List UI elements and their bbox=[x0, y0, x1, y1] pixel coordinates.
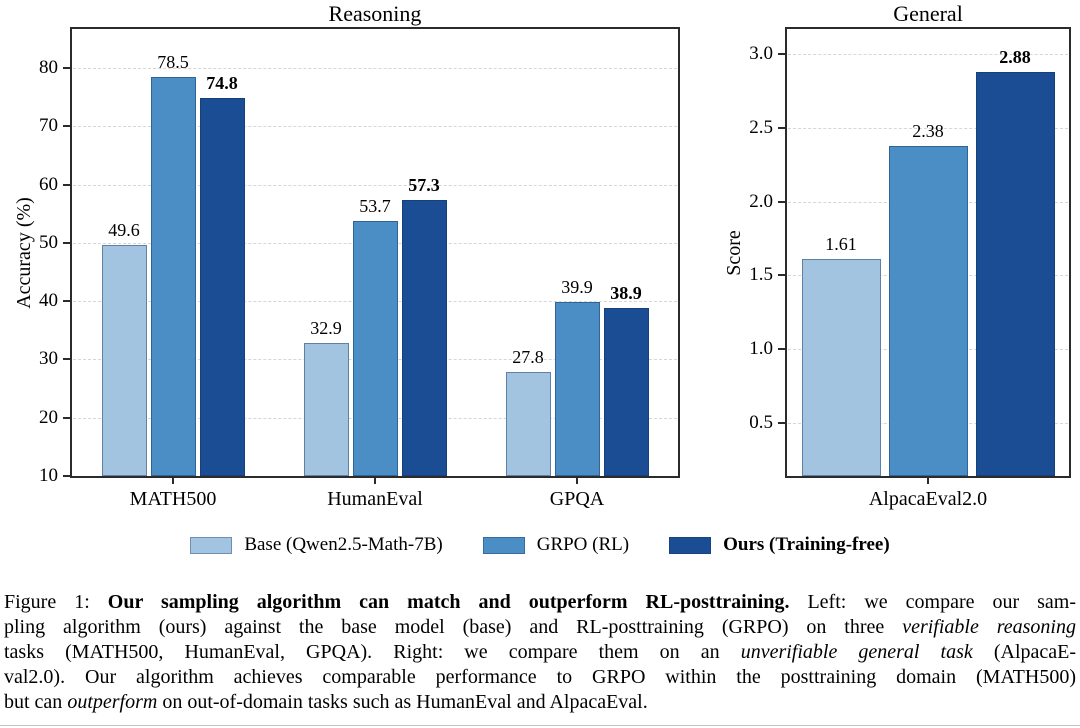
bar-value-label: 57.3 bbox=[408, 175, 440, 196]
y-tick-mark bbox=[63, 125, 70, 127]
caption-line bbox=[4, 615, 1076, 640]
y-tick-label: 0.5 bbox=[749, 411, 773, 433]
caption-text: on out-of-domain tasks such as HumanEval and AlpacaEval. bbox=[157, 691, 648, 713]
caption-text: Left: we compare our sam- bbox=[789, 591, 1076, 613]
bar-value-label: 39.9 bbox=[561, 276, 593, 297]
y-tick-label: 1.0 bbox=[749, 338, 773, 360]
y-tick-mark bbox=[63, 300, 70, 302]
bar-alpacaeval2.0-2 bbox=[889, 146, 968, 476]
caption-text: (AlpacaE- bbox=[972, 641, 1077, 663]
legend-swatch bbox=[669, 537, 711, 554]
y-tick-mark bbox=[778, 274, 785, 276]
chart-title: Reasoning bbox=[328, 1, 422, 26]
caption-text: tasks (MATH500, HumanEval, GPQA). Right: we compare them on an bbox=[4, 641, 741, 663]
y-tick-label: 60 bbox=[39, 173, 58, 195]
page-rule bbox=[0, 725, 1080, 726]
y-tick-mark bbox=[63, 67, 70, 69]
x-category-label: MATH500 bbox=[129, 488, 217, 510]
y-axis-label: Accuracy (%) bbox=[13, 196, 35, 309]
legend-item bbox=[190, 534, 442, 556]
x-category-label: GPQA bbox=[549, 488, 605, 510]
x-tick-mark bbox=[172, 478, 174, 484]
y-tick-label: 10 bbox=[39, 465, 58, 486]
legend-swatch bbox=[483, 537, 525, 554]
bar-value-label: 38.9 bbox=[610, 282, 642, 303]
y-tick-label: 80 bbox=[39, 57, 58, 79]
bar-alpacaeval2.0-1 bbox=[802, 259, 881, 476]
caption-line bbox=[4, 590, 1076, 615]
y-axis-label: Score bbox=[723, 229, 745, 276]
bar-humaneval-3 bbox=[402, 200, 447, 476]
legend-label: GRPO (RL) bbox=[536, 534, 630, 555]
caption-bold-text: Our sampling algorithm can match and outperform RL-posttraining. bbox=[107, 591, 790, 613]
legend-label: Base (Qwen2.5-Math-7B) bbox=[244, 534, 443, 555]
y-tick-label: 30 bbox=[39, 348, 58, 370]
x-tick-mark bbox=[374, 478, 376, 484]
x-tick-mark bbox=[576, 478, 578, 484]
bar-value-label: 2.88 bbox=[999, 46, 1031, 67]
caption-line bbox=[4, 665, 1076, 690]
chart-title: General bbox=[893, 1, 963, 26]
bar-value-label: 27.8 bbox=[512, 347, 544, 368]
bar-humaneval-2 bbox=[353, 221, 398, 476]
y-tick-label: 3.0 bbox=[749, 43, 773, 65]
caption-italic-text: outperform bbox=[67, 691, 158, 713]
y-tick-label: 2.5 bbox=[749, 116, 773, 138]
legend-item bbox=[669, 534, 890, 556]
y-tick-mark bbox=[63, 184, 70, 186]
x-category-label: AlpacaEval2.0 bbox=[868, 488, 988, 510]
caption-text: pling algorithm (ours) against the base model (base) and RL-posttraining (GRPO) on three bbox=[4, 616, 903, 638]
legend-item bbox=[483, 534, 629, 556]
bar-value-label: 49.6 bbox=[108, 220, 140, 241]
caption-italic-text: verifiable reasoning bbox=[902, 616, 1076, 638]
bar-value-label: 1.61 bbox=[825, 234, 857, 255]
bar-value-label: 74.8 bbox=[206, 73, 238, 94]
y-tick-mark bbox=[63, 475, 70, 477]
chart-legend bbox=[0, 534, 1080, 556]
caption-line bbox=[4, 640, 1076, 665]
bar-humaneval-1 bbox=[304, 343, 349, 476]
bar-value-label: 32.9 bbox=[310, 317, 342, 338]
bar-math500-3 bbox=[200, 98, 245, 476]
y-tick-mark bbox=[778, 201, 785, 203]
caption-text: Figure 1: bbox=[4, 591, 108, 613]
bar-value-label: 78.5 bbox=[157, 51, 189, 72]
figure-caption bbox=[4, 590, 1076, 715]
bar-alpacaeval2.0-3 bbox=[976, 72, 1055, 476]
caption-italic-text: unverifiable general task bbox=[740, 641, 973, 663]
bar-gpqa-3 bbox=[604, 308, 649, 476]
legend-swatch bbox=[190, 537, 232, 554]
bar-value-label: 53.7 bbox=[359, 196, 391, 217]
bar-gpqa-1 bbox=[506, 372, 551, 476]
caption-line bbox=[4, 690, 1076, 715]
bar-math500-1 bbox=[102, 245, 147, 476]
y-tick-label: 50 bbox=[39, 231, 58, 253]
caption-text: but can bbox=[4, 691, 68, 713]
y-tick-mark bbox=[778, 348, 785, 350]
y-tick-label: 70 bbox=[39, 115, 58, 137]
bar-gpqa-2 bbox=[555, 302, 600, 476]
y-tick-mark bbox=[778, 422, 785, 424]
y-tick-mark bbox=[778, 53, 785, 55]
y-tick-mark bbox=[63, 417, 70, 419]
x-tick-mark bbox=[927, 478, 929, 484]
x-category-label: HumanEval bbox=[327, 488, 423, 510]
caption-text: val2.0). Our algorithm achieves comparable performance to GRPO within the posttraining domain (MATH500) bbox=[4, 666, 1076, 688]
y-tick-label: 40 bbox=[39, 290, 58, 312]
legend-label: Ours (Training-free) bbox=[723, 534, 890, 555]
bar-math500-2 bbox=[151, 77, 196, 476]
bar-value-label: 2.38 bbox=[912, 120, 944, 141]
y-tick-label: 1.5 bbox=[749, 264, 773, 286]
y-tick-label: 20 bbox=[39, 406, 58, 428]
y-tick-mark bbox=[778, 127, 785, 129]
y-tick-mark bbox=[63, 242, 70, 244]
y-tick-mark bbox=[63, 358, 70, 360]
y-tick-label: 2.0 bbox=[749, 190, 773, 212]
